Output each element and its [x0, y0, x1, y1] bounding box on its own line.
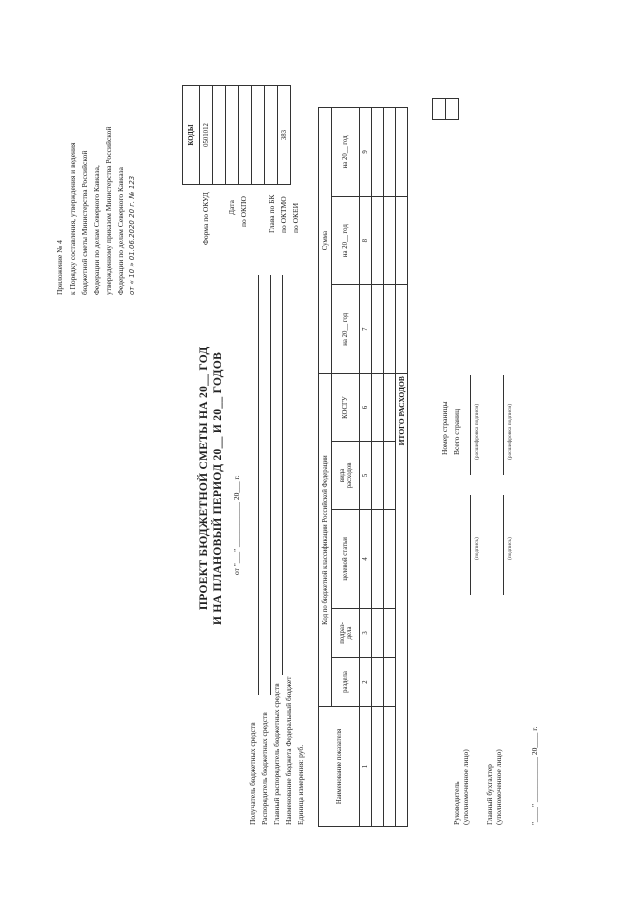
codes-header: КОДЫ	[183, 86, 200, 185]
accountant-decode-line[interactable]	[503, 375, 504, 475]
col-group-header: Код по бюджетной классификации Российской Федерации	[319, 374, 332, 707]
col-number: 5	[360, 441, 372, 509]
code-value[interactable]	[265, 86, 278, 185]
col-number: 1	[360, 707, 372, 827]
subcol-header: КОСГУ	[332, 374, 360, 442]
field-recipient-line[interactable]	[258, 275, 259, 695]
field-manager-line[interactable]	[270, 275, 271, 695]
subcol-header: раздела	[332, 657, 360, 706]
table-row[interactable]	[372, 108, 384, 827]
col-number: 9	[360, 108, 372, 197]
col-number: 2	[360, 657, 372, 706]
total-row	[396, 108, 408, 827]
subcol-header: целевой статьи	[332, 509, 360, 608]
subcol-header: вида расходов	[332, 441, 360, 509]
sum-col-header: на 20__ год	[332, 196, 360, 285]
page-number-box[interactable]	[433, 99, 446, 120]
appendix-line: Федерации по делам Северного Кавказа,	[92, 165, 101, 295]
code-value[interactable]	[239, 86, 252, 185]
code-label: по ОКТМО	[279, 196, 288, 233]
document-subtitle: И НА ПЛАНОВЫЙ ПЕРИОД 20__ И 20__ ГОДОВ	[212, 351, 224, 625]
appendix-order-ref: от « 10 » 01.06.2020 20 г. № 123	[128, 175, 136, 295]
field-chief-manager-line[interactable]	[282, 275, 283, 675]
code-label: Глава по БК	[267, 194, 276, 233]
code-label: Форма по ОКУД	[201, 192, 210, 245]
col-number: 6	[360, 374, 372, 442]
table-row[interactable]	[384, 108, 396, 827]
appendix-line: Федерации по делам Северного Кавказа	[116, 167, 125, 295]
sum-group-header: Сумма	[319, 108, 332, 374]
sum-col-header: на 20__ год	[332, 108, 360, 197]
code-value[interactable]	[226, 86, 239, 185]
field-recipient: Получатель бюджетных средств	[248, 722, 257, 825]
code-label: Дата	[227, 200, 236, 215]
code-value[interactable]	[213, 86, 226, 185]
accountant-signature-line[interactable]	[503, 495, 504, 595]
col-number: 4	[360, 509, 372, 608]
decode-caption: (расшифровка подписи)	[507, 403, 513, 460]
col-number: 3	[360, 608, 372, 657]
appendix-line: утвержденному приказом Министерства Российской	[104, 126, 113, 295]
col-number: 7	[360, 285, 372, 374]
sign-caption: (подпись)	[507, 537, 513, 560]
appendix-line: к Порядку составления, утверждения и ведения	[68, 142, 77, 295]
code-label: по ОКЕИ	[291, 202, 300, 233]
page-number-label: Номер страницы	[440, 401, 449, 455]
bottom-date: "____" ____________ 20____ г.	[530, 726, 539, 825]
code-value[interactable]: 383	[278, 86, 291, 185]
code-label: по ОКПО	[239, 196, 248, 227]
page-box	[432, 98, 459, 120]
document-title: ПРОЕКТ БЮДЖЕТНОЙ СМЕТЫ НА 20__ ГОД	[198, 346, 210, 610]
col-name-header: Наименование показателя	[319, 707, 360, 827]
estimate-table	[318, 107, 408, 827]
field-unit: Единица измерения: руб.	[296, 744, 305, 825]
accountant-label: Главный бухгалтер (уполномоченное лицо)	[485, 749, 503, 825]
sign-caption: (подпись)	[474, 537, 480, 560]
total-pages-label: Всего страниц	[452, 408, 461, 455]
document-date: от "___" ____________ 20___ г.	[232, 475, 241, 575]
codes-table	[182, 85, 291, 185]
total-pages-box[interactable]	[446, 99, 459, 120]
decode-caption: (расшифровка подписи)	[474, 403, 480, 460]
field-chief-manager: Главный распорядитель бюджетных средств	[272, 683, 281, 825]
appendix-line: бюджетной сметы Министерства Российской	[80, 150, 89, 295]
field-manager: Распорядитель бюджетных средств	[260, 712, 269, 825]
sum-col-header: на 20__ год	[332, 285, 360, 374]
appendix-number: Приложение № 4	[55, 240, 64, 295]
field-budget-name: Наименование бюджета Федеральный бюджет	[284, 676, 293, 825]
total-label: ИТОГО РАСХОДОВ	[396, 374, 408, 827]
col-number: 8	[360, 196, 372, 285]
head-signature-line[interactable]	[470, 495, 471, 595]
head-label: Руководитель (уполномоченное лицо)	[452, 749, 470, 825]
code-value[interactable]: 0501012	[200, 86, 213, 185]
code-value[interactable]	[252, 86, 265, 185]
head-decode-line[interactable]	[470, 375, 471, 475]
subcol-header: подраз- дела	[332, 608, 360, 657]
